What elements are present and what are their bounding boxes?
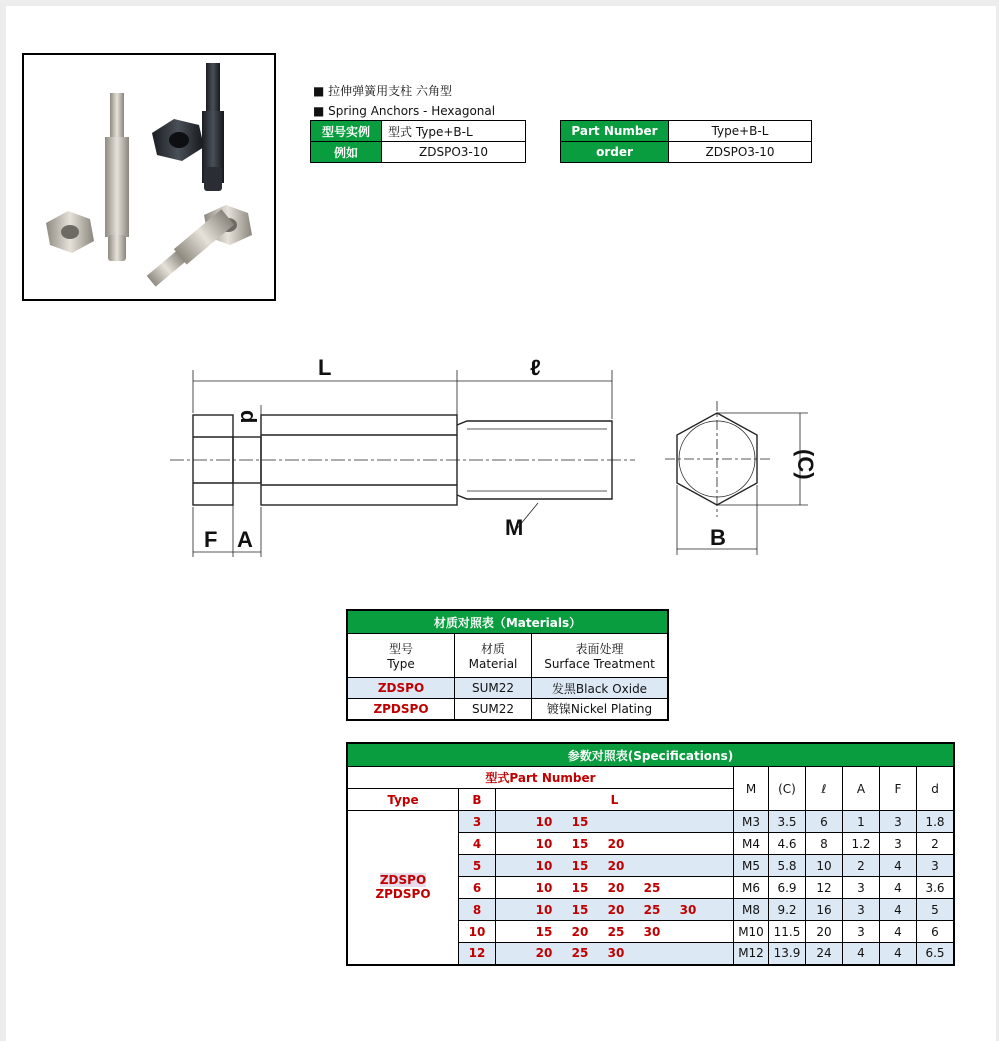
specs-d: 5 xyxy=(917,899,955,921)
materials-material: SUM22 xyxy=(455,678,532,699)
pn-cn-label-2: 例如 xyxy=(311,142,382,163)
pn-en-label-1: Part Number xyxy=(561,121,669,142)
specs-part-number-header: 型式Part Number xyxy=(347,767,734,789)
materials-row xyxy=(347,678,668,699)
specs-b: 6 xyxy=(459,877,496,899)
part-number-table-cn xyxy=(310,120,526,163)
title-en-text: Spring Anchors - Hexagonal xyxy=(328,104,496,118)
specs-l-value: 10 xyxy=(535,858,553,873)
specs-l: 20 xyxy=(806,921,843,943)
specs-type-1: ZDSPO xyxy=(379,873,427,888)
specs-col-F: F xyxy=(880,767,917,811)
specs-l-value: 25 xyxy=(643,902,661,917)
materials-treatment: 发黑Black Oxide xyxy=(532,678,669,699)
specs-col-d: d xyxy=(917,767,955,811)
pn-en-value-2: ZDSPO3-10 xyxy=(669,142,812,163)
label-M: M xyxy=(505,515,524,540)
mh3-cn: 表面处理 xyxy=(575,642,624,656)
materials-type: ZPDSPO xyxy=(347,699,455,720)
specs-l-values xyxy=(496,943,734,965)
materials-title: 材质对照表（Materials） xyxy=(347,610,668,634)
specs-a: 4 xyxy=(843,943,880,965)
specs-d: 6 xyxy=(917,921,955,943)
label-l: ℓ xyxy=(530,355,541,380)
mh1-en: Type xyxy=(387,657,415,671)
materials-type: ZDSPO xyxy=(347,678,455,699)
mh2-cn: 材质 xyxy=(480,642,505,656)
specs-l-value: 25 xyxy=(571,946,589,961)
specs-c: 4.6 xyxy=(769,833,806,855)
specs-l-value: 10 xyxy=(535,902,553,917)
specs-b: 5 xyxy=(459,855,496,877)
pn-cn-value-1: 型式 Type+B-L xyxy=(382,121,526,142)
materials-row xyxy=(347,699,668,720)
specs-l-value: 15 xyxy=(571,814,589,829)
specs-f: 4 xyxy=(880,943,917,965)
specs-l-value: 20 xyxy=(571,924,589,939)
specs-b: 3 xyxy=(459,811,496,833)
specs-types xyxy=(347,811,459,965)
label-d: d xyxy=(236,410,261,424)
specs-m: M5 xyxy=(734,855,769,877)
specs-l-value: 30 xyxy=(607,946,625,961)
spring-anchor-image xyxy=(24,55,274,299)
title-en: ■ Spring Anchors - Hexagonal xyxy=(313,104,496,118)
specs-d: 6.5 xyxy=(917,943,955,965)
label-B: B xyxy=(710,525,726,550)
title-cn-text: 拉伸弹簧用支柱 六角型 xyxy=(328,84,452,98)
specs-b: 8 xyxy=(459,899,496,921)
specs-l-value: 10 xyxy=(535,836,553,851)
specs-l-values xyxy=(496,877,734,899)
specs-m: M3 xyxy=(734,811,769,833)
label-F: F xyxy=(204,527,218,552)
specs-row xyxy=(347,811,954,833)
specs-l-value: 15 xyxy=(535,924,553,939)
specs-c: 11.5 xyxy=(769,921,806,943)
specs-c: 9.2 xyxy=(769,899,806,921)
specs-b-header: B xyxy=(459,789,496,811)
specs-a: 3 xyxy=(843,921,880,943)
specs-l: 16 xyxy=(806,899,843,921)
specifications-table xyxy=(346,742,955,966)
specs-col-M: M xyxy=(734,767,769,811)
specs-d: 1.8 xyxy=(917,811,955,833)
specs-d: 3.6 xyxy=(917,877,955,899)
specs-l-value: 20 xyxy=(535,946,553,961)
specs-l-value: 15 xyxy=(571,880,589,895)
specs-m: M4 xyxy=(734,833,769,855)
specs-l-value: 30 xyxy=(643,924,661,939)
pn-en-value-1: Type+B-L xyxy=(669,121,812,142)
specs-f: 3 xyxy=(880,833,917,855)
specs-l: 6 xyxy=(806,811,843,833)
materials-header-treatment xyxy=(532,634,669,678)
materials-header-material xyxy=(455,634,532,678)
specs-a: 3 xyxy=(843,877,880,899)
specs-f: 4 xyxy=(880,855,917,877)
specs-f: 3 xyxy=(880,811,917,833)
specs-l-value: 25 xyxy=(643,880,661,895)
specs-l: 8 xyxy=(806,833,843,855)
specs-a: 1 xyxy=(843,811,880,833)
part-number-table-en xyxy=(560,120,812,163)
specs-l-value: 30 xyxy=(679,902,697,917)
specs-l-header: L xyxy=(496,789,734,811)
specs-a: 3 xyxy=(843,899,880,921)
specs-type-2: ZPDSPO xyxy=(375,887,431,902)
mh3-en: Surface Treatment xyxy=(544,657,655,671)
specs-d: 3 xyxy=(917,855,955,877)
materials-table xyxy=(346,609,669,721)
specs-a: 2 xyxy=(843,855,880,877)
specs-l-value: 15 xyxy=(571,902,589,917)
specs-f: 4 xyxy=(880,899,917,921)
specs-l-value: 10 xyxy=(535,814,553,829)
specs-body xyxy=(347,811,954,965)
pn-en-label-2: order xyxy=(561,142,669,163)
specs-d: 2 xyxy=(917,833,955,855)
pn-cn-label-1: 型号实例 xyxy=(311,121,382,142)
specs-type-header: Type xyxy=(347,789,459,811)
specs-col-l: ℓ xyxy=(806,767,843,811)
specs-l-value: 20 xyxy=(607,858,625,873)
specs-a: 1.2 xyxy=(843,833,880,855)
specs-l-values xyxy=(496,811,734,833)
specs-l-value: 20 xyxy=(607,880,625,895)
label-L: L xyxy=(318,355,332,380)
label-C: (C) xyxy=(793,449,818,480)
product-photo xyxy=(22,53,276,301)
specs-title: 参数对照表(Specifications) xyxy=(347,743,954,767)
materials-treatment: 镀镍Nickel Plating xyxy=(532,699,669,720)
title-cn: ■ 拉伸弹簧用支柱 六角型 xyxy=(313,84,452,98)
materials-material: SUM22 xyxy=(455,699,532,720)
specs-f: 4 xyxy=(880,921,917,943)
specs-col-C: (C) xyxy=(769,767,806,811)
mh2-en: Material xyxy=(468,657,518,671)
specs-m: M10 xyxy=(734,921,769,943)
specs-b: 10 xyxy=(459,921,496,943)
specs-l-value: 15 xyxy=(571,858,589,873)
specs-m: M12 xyxy=(734,943,769,965)
specs-c: 3.5 xyxy=(769,811,806,833)
specs-l: 10 xyxy=(806,855,843,877)
pn-cn-value-2: ZDSPO3-10 xyxy=(382,142,526,163)
specs-c: 5.8 xyxy=(769,855,806,877)
specs-c: 13.9 xyxy=(769,943,806,965)
specs-l: 24 xyxy=(806,943,843,965)
specs-b: 4 xyxy=(459,833,496,855)
specs-m: M8 xyxy=(734,899,769,921)
specs-l-value: 25 xyxy=(607,924,625,939)
mh1-cn: 型号 xyxy=(388,642,413,656)
specs-l: 12 xyxy=(806,877,843,899)
specs-b: 12 xyxy=(459,943,496,965)
specs-f: 4 xyxy=(880,877,917,899)
materials-header-type xyxy=(347,634,455,678)
specs-c: 6.9 xyxy=(769,877,806,899)
technical-drawing xyxy=(160,345,820,565)
label-A: A xyxy=(237,527,253,552)
specs-l-values xyxy=(496,833,734,855)
specs-l-values xyxy=(496,921,734,943)
specs-l-value: 15 xyxy=(571,836,589,851)
specs-l-values xyxy=(496,899,734,921)
specs-l-values xyxy=(496,855,734,877)
specs-l-value: 10 xyxy=(535,880,553,895)
specs-l-value: 20 xyxy=(607,836,625,851)
specs-m: M6 xyxy=(734,877,769,899)
specs-l-value: 20 xyxy=(607,902,625,917)
specs-col-A: A xyxy=(843,767,880,811)
